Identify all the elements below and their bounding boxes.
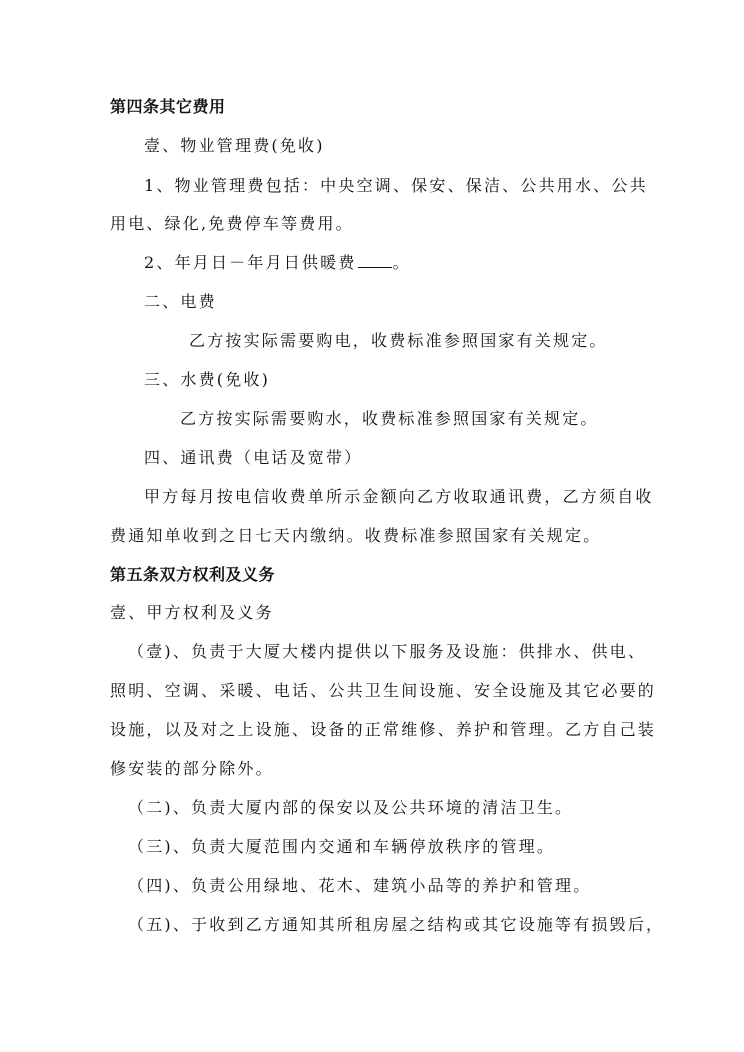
party-a-item-3: （三)、负责大厦范围内交通和车辆停放秩序的管理。 [128,837,556,856]
party-a-item-4: （四)、负责公用绿地、花木、建筑小品等的养护和管理。 [128,876,592,895]
party-a-item-1-line-1: （壹)、负责于大厦大楼内提供以下服务及设施：供排水、供电、 [128,642,647,661]
party-a-item-1-line-3: 设施，以及对之上设施、设备的正常维修、养护和管理。乙方自己装 [110,720,657,739]
property-fee-item-1-line-1: 1、物业管理费包括：中央空调、保安、保洁、公共用水、公共 [144,176,648,195]
party-a-heading: 壹、甲方权利及义务 [110,603,274,622]
telecom-text-line-2: 费通知单收到之日七天内缴纳。收费标准参照国家有关规定。 [110,526,602,545]
water-heading: 三、水费(免收) [144,370,271,389]
electricity-heading: 二、电费 [144,292,217,311]
telecom-text-line-1: 甲方每月按电信收费单所示金额向乙方收取通讯费，乙方须自收 [144,487,654,506]
article-4-heading: 第四条其它费用 [110,97,226,116]
party-a-item-1-line-2: 照明、空调、采暖、电话、公共卫生间设施、安全设施及其它必要的 [110,681,657,700]
property-fee-heading: 壹、物业管理费(免收) [144,136,325,155]
heating-fee-line [144,253,411,273]
heating-fee-end: 。 [392,253,411,272]
heating-fee-text: 2、年月日－年月日供暖费 [144,253,357,272]
electricity-text: 乙方按实际需要购电，收费标准参照国家有关规定。 [189,331,608,350]
party-a-item-5: （五)、于收到乙方通知其所租房屋之结构或其它设施等有损毁后， [128,915,665,934]
heating-fee-blank [358,253,392,268]
telecom-heading: 四、通讯费（电话及宽带） [144,448,363,467]
party-a-item-1-line-4: 修安装的部分除外。 [110,759,274,778]
party-a-item-2: （二)、负责大厦内部的保安以及公共环境的清洁卫生。 [128,798,574,817]
article-5-heading: 第五条双方权利及义务 [110,565,276,584]
property-fee-item-1-line-2: 用电、绿化,免费停车等费用。 [110,214,354,233]
water-text: 乙方按实际需要购水，收费标准参照国家有关规定。 [180,409,599,428]
